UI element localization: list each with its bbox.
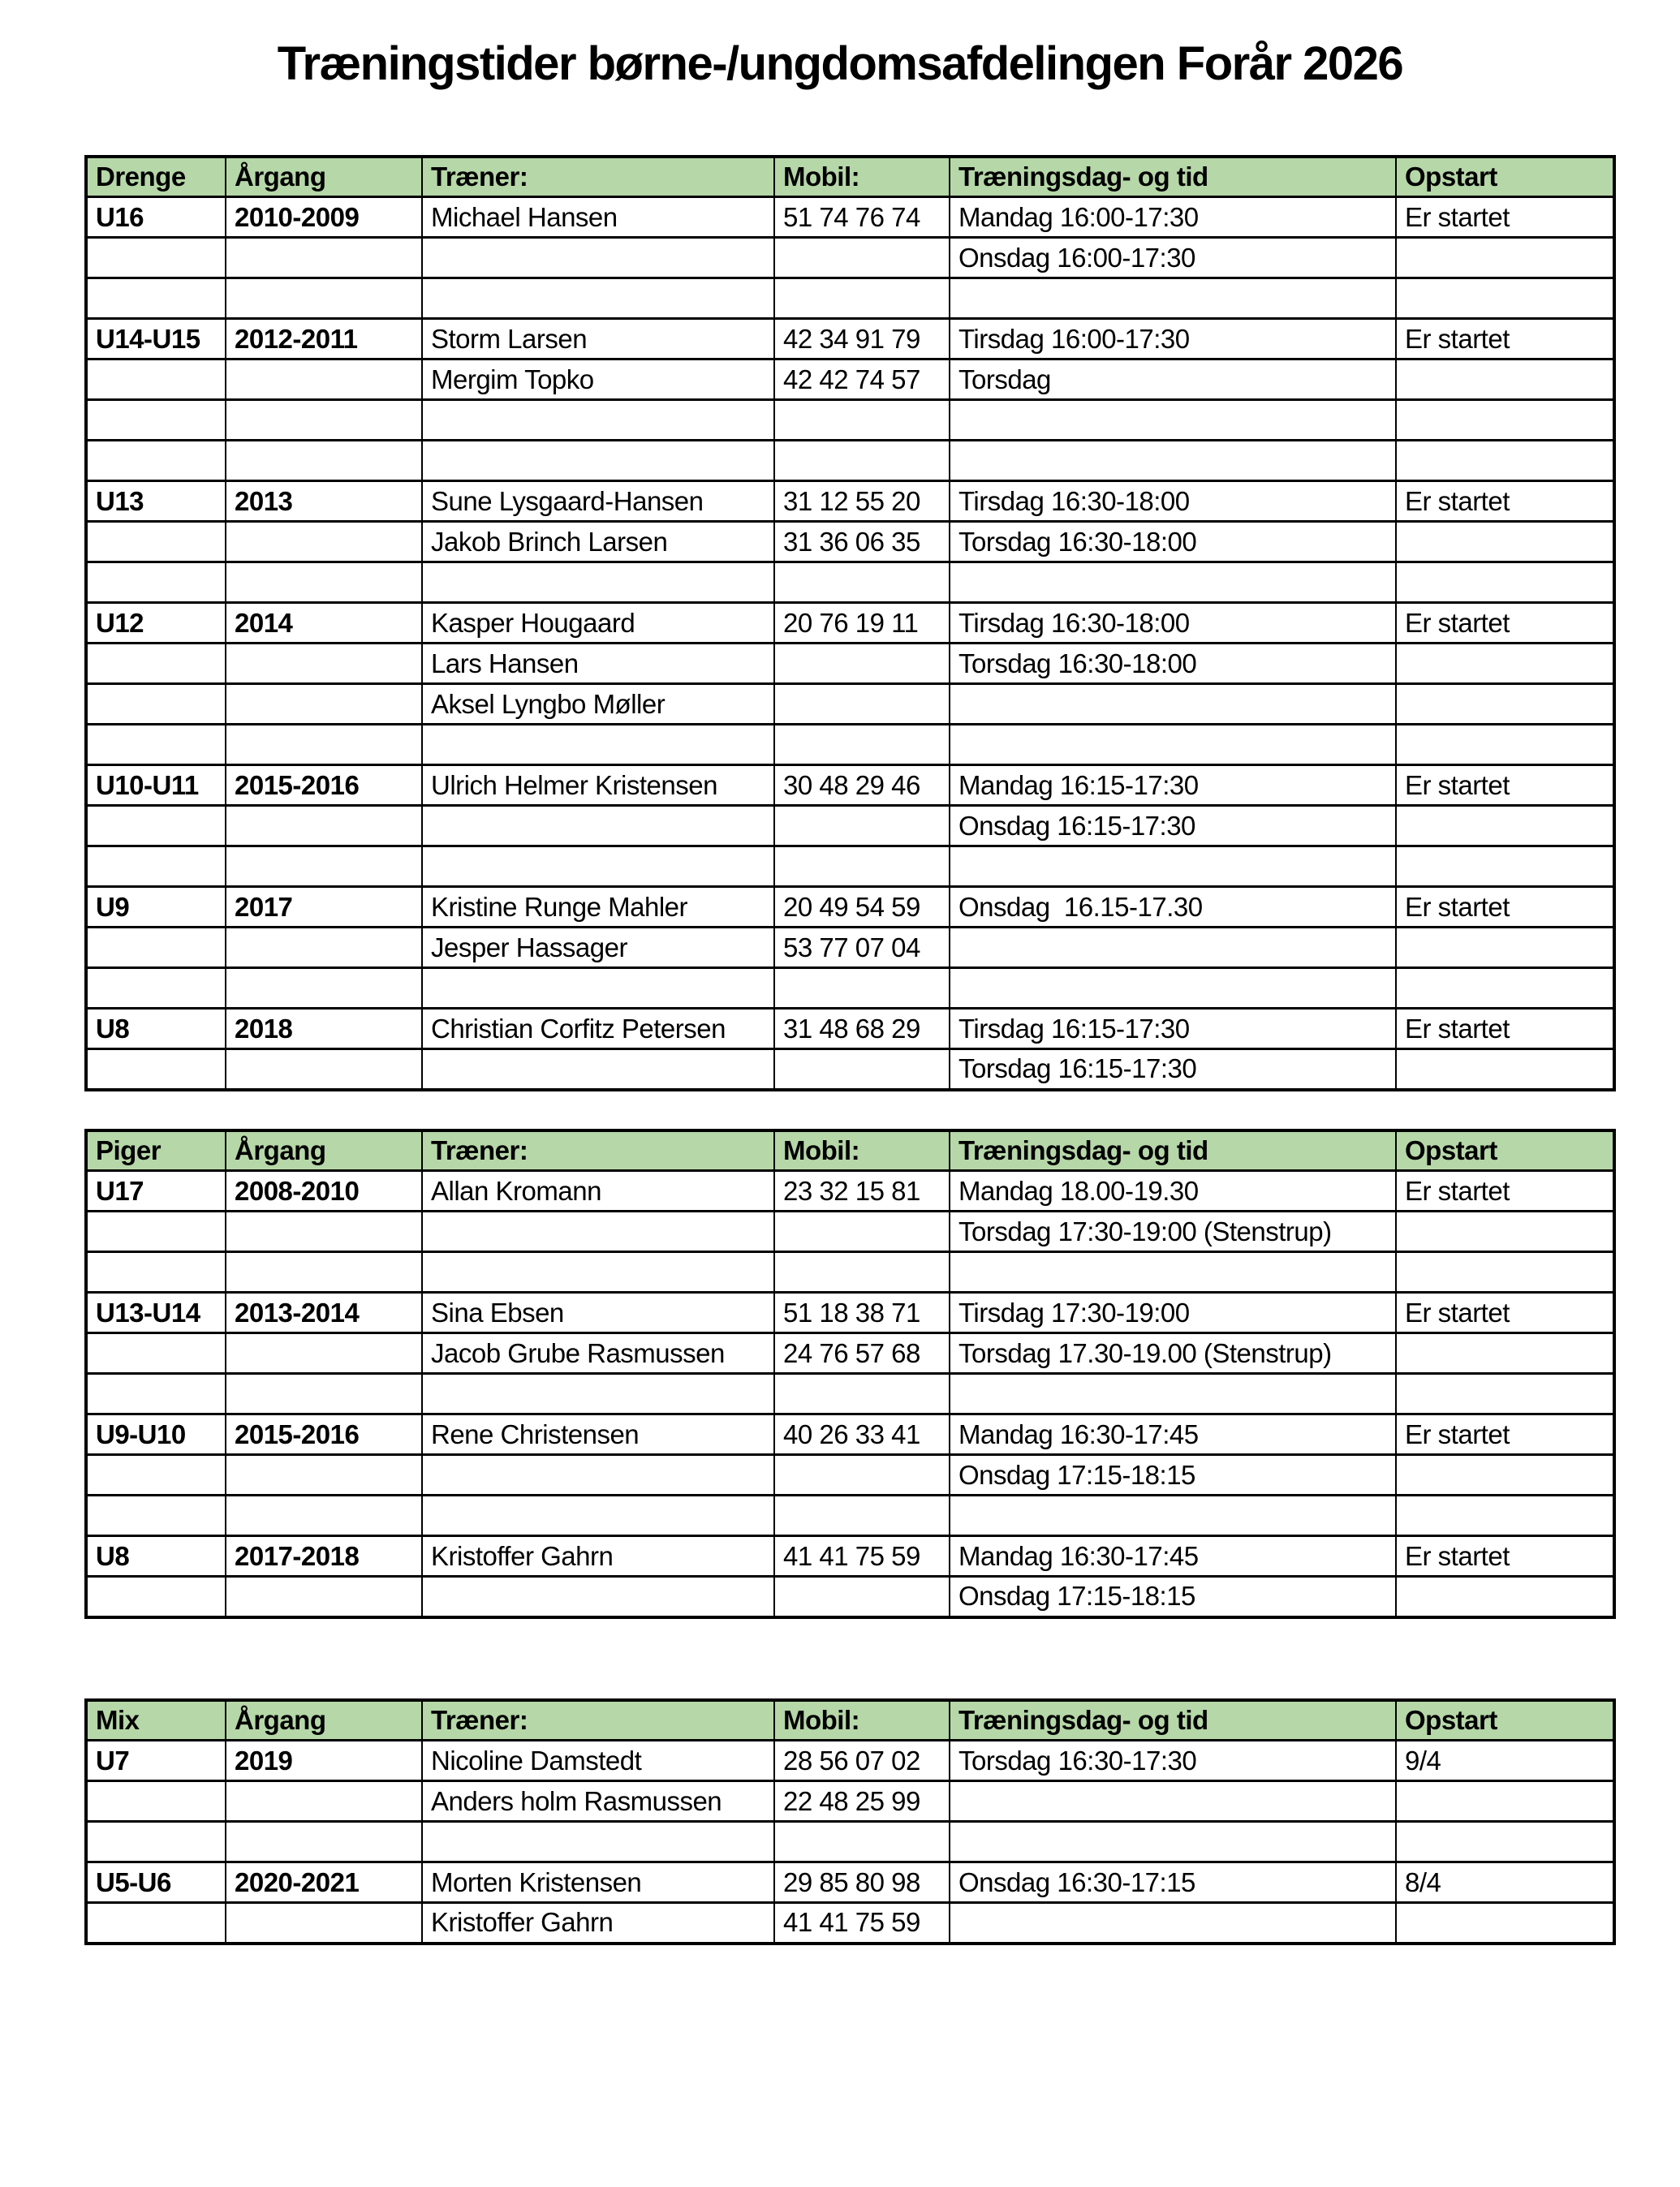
table-cell: U9-U10	[86, 1414, 226, 1455]
table-cell	[1396, 1822, 1614, 1862]
table-cell	[1396, 1212, 1614, 1252]
table-cell	[774, 441, 950, 481]
table-cell: 2017	[226, 887, 422, 928]
table-row	[86, 400, 1614, 441]
table-cell	[1396, 278, 1614, 319]
table-row	[86, 684, 1614, 725]
table-cell	[950, 441, 1396, 481]
table-cell	[86, 1781, 226, 1822]
table-cell	[1396, 968, 1614, 1009]
table-cell	[226, 1496, 422, 1536]
table-cell	[422, 806, 774, 846]
table-cell: 2008-2010	[226, 1171, 422, 1212]
table-cell	[774, 968, 950, 1009]
table-cell	[950, 1252, 1396, 1293]
table-row	[86, 806, 1614, 846]
table-cell	[86, 725, 226, 765]
table-cell	[1396, 644, 1614, 684]
table-cell	[774, 1212, 950, 1252]
table-cell	[86, 562, 226, 603]
table-cell: 29 85 80 98	[774, 1862, 950, 1903]
table-cell	[950, 400, 1396, 441]
table-cell: Sune Lysgaard-Hansen	[422, 481, 774, 522]
header-cell: Træningsdag- og tid	[950, 1700, 1396, 1741]
table-cell: U16	[86, 197, 226, 238]
table-row	[86, 1903, 1614, 1944]
table-cell	[1396, 441, 1614, 481]
table-cell: Torsdag	[950, 359, 1396, 400]
table-cell: Torsdag 16:30-17:30	[950, 1741, 1396, 1781]
table-cell	[86, 238, 226, 278]
table-cell	[86, 684, 226, 725]
table-cell	[226, 846, 422, 887]
table-cell	[950, 928, 1396, 968]
table-cell	[950, 562, 1396, 603]
header-cell: Opstart	[1396, 1700, 1614, 1741]
table-cell	[950, 1374, 1396, 1414]
table-cell: Mandag 18.00-19.30	[950, 1171, 1396, 1212]
table-cell: Jacob Grube Rasmussen	[422, 1333, 774, 1374]
header-row	[86, 1700, 1614, 1741]
table-cell: 51 74 76 74	[774, 197, 950, 238]
table-cell: U8	[86, 1536, 226, 1577]
table-row	[86, 846, 1614, 887]
table-cell	[1396, 1333, 1614, 1374]
table-cell: Er startet	[1396, 1414, 1614, 1455]
table-cell: Mandag 16:30-17:45	[950, 1414, 1396, 1455]
table-cell	[950, 1496, 1396, 1536]
table-cell	[226, 441, 422, 481]
table-cell	[774, 1822, 950, 1862]
table-cell	[86, 1049, 226, 1090]
header-cell: Træner:	[422, 1700, 774, 1741]
table-cell	[226, 928, 422, 968]
table-cell	[774, 562, 950, 603]
table-cell: Michael Hansen	[422, 197, 774, 238]
table-cell: 2018	[226, 1009, 422, 1049]
table-row	[86, 1333, 1614, 1374]
header-cell: Drenge	[86, 157, 226, 197]
table-cell: 22 48 25 99	[774, 1781, 950, 1822]
table-cell	[422, 846, 774, 887]
table-cell	[950, 684, 1396, 725]
table-row	[86, 1862, 1614, 1903]
table-cell: Er startet	[1396, 765, 1614, 806]
table-row	[86, 765, 1614, 806]
table-row	[86, 1049, 1614, 1090]
table-row	[86, 481, 1614, 522]
table-row	[86, 1374, 1614, 1414]
table-row	[86, 1009, 1614, 1049]
table-cell	[422, 400, 774, 441]
table-cell: Tirsdag 16:30-18:00	[950, 481, 1396, 522]
table-row	[86, 725, 1614, 765]
header-cell: Mix	[86, 1700, 226, 1741]
table-cell: Er startet	[1396, 887, 1614, 928]
header-cell: Træningsdag- og tid	[950, 1130, 1396, 1171]
header-cell: Piger	[86, 1130, 226, 1171]
header-cell: Opstart	[1396, 157, 1614, 197]
table-cell: 2010-2009	[226, 197, 422, 238]
table-cell	[86, 1903, 226, 1944]
table-cell	[226, 1252, 422, 1293]
table-cell	[86, 644, 226, 684]
table-row	[86, 1741, 1614, 1781]
header-cell: Opstart	[1396, 1130, 1614, 1171]
table-cell: Onsdag 16:00-17:30	[950, 238, 1396, 278]
table-cell	[422, 1822, 774, 1862]
table-cell	[1396, 806, 1614, 846]
table-cell	[226, 400, 422, 441]
table-cell	[86, 359, 226, 400]
table-cell	[86, 1577, 226, 1617]
table-cell	[422, 1374, 774, 1414]
table-cell	[226, 1212, 422, 1252]
table-cell	[226, 1577, 422, 1617]
table-cell	[226, 1822, 422, 1862]
table-cell: 2020-2021	[226, 1862, 422, 1903]
table-cell: 42 34 91 79	[774, 319, 950, 359]
table-cell: 2017-2018	[226, 1536, 422, 1577]
table-cell	[422, 1577, 774, 1617]
table-cell	[86, 968, 226, 1009]
table-cell	[226, 1781, 422, 1822]
table-cell	[774, 725, 950, 765]
table-row	[86, 1822, 1614, 1862]
table-cell	[774, 1374, 950, 1414]
table-cell	[86, 1252, 226, 1293]
table-cell	[1396, 725, 1614, 765]
table-row	[86, 522, 1614, 562]
table-cell	[422, 1212, 774, 1252]
table-row	[86, 197, 1614, 238]
table-row	[86, 887, 1614, 928]
table-cell: Tirsdag 16:00-17:30	[950, 319, 1396, 359]
table-cell	[422, 1496, 774, 1536]
table-cell: Kristine Runge Mahler	[422, 887, 774, 928]
header-cell: Årgang	[226, 1130, 422, 1171]
table-cell: Onsdag 16.15-17.30	[950, 887, 1396, 928]
table-cell: Jakob Brinch Larsen	[422, 522, 774, 562]
table-cell	[226, 1333, 422, 1374]
table-cell: 51 18 38 71	[774, 1293, 950, 1333]
table-cell	[86, 1333, 226, 1374]
table-cell	[1396, 1577, 1614, 1617]
table-cell: 2013	[226, 481, 422, 522]
table-cell: Christian Corfitz Petersen	[422, 1009, 774, 1049]
table-cell: Onsdag 16:30-17:15	[950, 1862, 1396, 1903]
table-cell: Er startet	[1396, 481, 1614, 522]
table-cell	[422, 968, 774, 1009]
table-cell: Mandag 16:15-17:30	[950, 765, 1396, 806]
table-cell: U9	[86, 887, 226, 928]
table-row	[86, 441, 1614, 481]
table-cell	[1396, 400, 1614, 441]
table-cell: U13-U14	[86, 1293, 226, 1333]
table-row	[86, 603, 1614, 644]
table-cell: 31 36 06 35	[774, 522, 950, 562]
table-cell	[86, 1212, 226, 1252]
table-cell	[1396, 359, 1614, 400]
table-cell	[226, 968, 422, 1009]
table-row	[86, 359, 1614, 400]
header-row	[86, 1130, 1614, 1171]
table-cell	[950, 1781, 1396, 1822]
table-gap	[0, 1091, 1680, 1129]
table-cell	[1396, 522, 1614, 562]
table-cell	[226, 684, 422, 725]
table-cell: 20 76 19 11	[774, 603, 950, 644]
table-cell: Torsdag 16:30-18:00	[950, 522, 1396, 562]
table-cell: 40 26 33 41	[774, 1414, 950, 1455]
table-cell	[86, 806, 226, 846]
table-cell	[422, 725, 774, 765]
table-cell: Onsdag 16:15-17:30	[950, 806, 1396, 846]
table-cell	[226, 1455, 422, 1496]
table-row	[86, 968, 1614, 1009]
table-cell	[422, 238, 774, 278]
table-cell	[226, 644, 422, 684]
table-cell: 2013-2014	[226, 1293, 422, 1333]
table-cell: 41 41 75 59	[774, 1903, 950, 1944]
table-cell	[950, 968, 1396, 1009]
table-cell: 20 49 54 59	[774, 887, 950, 928]
table-cell: Er startet	[1396, 197, 1614, 238]
table-cell	[1396, 1903, 1614, 1944]
table-row	[86, 1496, 1614, 1536]
table-cell	[950, 725, 1396, 765]
table-cell	[1396, 928, 1614, 968]
table-cell	[950, 278, 1396, 319]
table-row	[86, 1293, 1614, 1333]
table-cell	[774, 1496, 950, 1536]
table-cell	[86, 928, 226, 968]
table-cell: Nicoline Damstedt	[422, 1741, 774, 1781]
table-row	[86, 238, 1614, 278]
table-cell: 2019	[226, 1741, 422, 1781]
table-cell: 2015-2016	[226, 1414, 422, 1455]
table-row	[86, 1171, 1614, 1212]
table-cell	[86, 1455, 226, 1496]
header-cell: Mobil:	[774, 1130, 950, 1171]
table-cell	[226, 522, 422, 562]
table-cell	[1396, 1781, 1614, 1822]
table-cell	[86, 1822, 226, 1862]
table-cell: 2014	[226, 603, 422, 644]
table-row	[86, 319, 1614, 359]
table-cell: U10-U11	[86, 765, 226, 806]
table-cell: U12	[86, 603, 226, 644]
table-row	[86, 1212, 1614, 1252]
table-cell: 9/4	[1396, 1741, 1614, 1781]
header-cell: Træner:	[422, 1130, 774, 1171]
table-row	[86, 1577, 1614, 1617]
table-cell: Allan Kromann	[422, 1171, 774, 1212]
table-cell	[1396, 238, 1614, 278]
table-cell: 28 56 07 02	[774, 1741, 950, 1781]
table-cell: 42 42 74 57	[774, 359, 950, 400]
table-cell	[422, 562, 774, 603]
table-cell: 31 48 68 29	[774, 1009, 950, 1049]
table-row	[86, 1536, 1614, 1577]
table-cell	[774, 1455, 950, 1496]
table-cell	[774, 846, 950, 887]
table-cell: Morten Kristensen	[422, 1862, 774, 1903]
header-cell: Mobil:	[774, 1700, 950, 1741]
table-cell	[226, 1374, 422, 1414]
table-cell: Tirsdag 17:30-19:00	[950, 1293, 1396, 1333]
table-cell: 2015-2016	[226, 765, 422, 806]
table-cell	[422, 1049, 774, 1090]
header-row	[86, 157, 1614, 197]
table-cell	[1396, 1496, 1614, 1536]
table-cell: Kristoffer Gahrn	[422, 1536, 774, 1577]
table-cell	[950, 846, 1396, 887]
table-cell	[226, 278, 422, 319]
header-cell: Mobil:	[774, 157, 950, 197]
table-cell: U8	[86, 1009, 226, 1049]
table-cell: Ulrich Helmer Kristensen	[422, 765, 774, 806]
table-cell	[1396, 684, 1614, 725]
table-cell	[226, 238, 422, 278]
table-cell: Tirsdag 16:30-18:00	[950, 603, 1396, 644]
table-drenge	[84, 155, 1616, 1091]
table-cell	[86, 1496, 226, 1536]
table-cell	[86, 522, 226, 562]
table-cell: Mandag 16:30-17:45	[950, 1536, 1396, 1577]
table-cell: Jesper Hassager	[422, 928, 774, 968]
header-cell: Årgang	[226, 1700, 422, 1741]
table-cell: Onsdag 17:15-18:15	[950, 1577, 1396, 1617]
table-cell	[226, 1903, 422, 1944]
table-cell: 41 41 75 59	[774, 1536, 950, 1577]
table-cell: U7	[86, 1741, 226, 1781]
table-cell: U17	[86, 1171, 226, 1212]
schedule-page	[0, 37, 1680, 1945]
table-cell: 31 12 55 20	[774, 481, 950, 522]
table-cell: 53 77 07 04	[774, 928, 950, 968]
table-cell	[1396, 1049, 1614, 1090]
table-row	[86, 1781, 1614, 1822]
table-row	[86, 1252, 1614, 1293]
table-cell: U13	[86, 481, 226, 522]
table-mix	[84, 1698, 1616, 1945]
table-row	[86, 278, 1614, 319]
table-cell	[226, 725, 422, 765]
table-cell	[950, 1903, 1396, 1944]
table-cell	[422, 278, 774, 319]
table-cell: 30 48 29 46	[774, 765, 950, 806]
table-cell: Torsdag 17.30-19.00 (Stenstrup)	[950, 1333, 1396, 1374]
table-cell: Torsdag 17:30-19:00 (Stenstrup)	[950, 1212, 1396, 1252]
table-cell: 23 32 15 81	[774, 1171, 950, 1212]
table-cell: Rene Christensen	[422, 1414, 774, 1455]
table-piger	[84, 1129, 1616, 1619]
table-cell	[226, 562, 422, 603]
table-cell	[774, 1049, 950, 1090]
table-cell: Anders holm Rasmussen	[422, 1781, 774, 1822]
table-cell	[422, 441, 774, 481]
table-row	[86, 562, 1614, 603]
table-cell: Storm Larsen	[422, 319, 774, 359]
table-cell	[774, 400, 950, 441]
table-cell: Kristoffer Gahrn	[422, 1903, 774, 1944]
header-cell: Træner:	[422, 157, 774, 197]
table-cell	[774, 278, 950, 319]
table-cell: Mergim Topko	[422, 359, 774, 400]
table-cell: Er startet	[1396, 1536, 1614, 1577]
table-cell	[1396, 1374, 1614, 1414]
table-cell: Er startet	[1396, 1009, 1614, 1049]
table-cell: Tirsdag 16:15-17:30	[950, 1009, 1396, 1049]
table-cell	[86, 1374, 226, 1414]
header-cell: Træningsdag- og tid	[950, 157, 1396, 197]
page-title: Træningstider børne-/ungdomsafdelingen Forår 2026	[277, 37, 1403, 90]
table-cell	[774, 806, 950, 846]
table-cell	[774, 1577, 950, 1617]
table-cell: 8/4	[1396, 1862, 1614, 1903]
table-cell	[1396, 1252, 1614, 1293]
table-cell: Er startet	[1396, 603, 1614, 644]
table-cell: Er startet	[1396, 1171, 1614, 1212]
table-cell: Lars Hansen	[422, 644, 774, 684]
table-cell	[1396, 1455, 1614, 1496]
table-cell	[1396, 562, 1614, 603]
table-row	[86, 1414, 1614, 1455]
table-cell: Er startet	[1396, 1293, 1614, 1333]
table-cell: Kasper Hougaard	[422, 603, 774, 644]
table-row	[86, 644, 1614, 684]
table-cell: Mandag 16:00-17:30	[950, 197, 1396, 238]
table-cell: U14-U15	[86, 319, 226, 359]
table-cell	[774, 1252, 950, 1293]
table-cell	[422, 1455, 774, 1496]
table-cell	[86, 278, 226, 319]
table-cell: Torsdag 16:15-17:30	[950, 1049, 1396, 1090]
table-cell	[86, 400, 226, 441]
table-cell	[86, 441, 226, 481]
table-cell	[226, 1049, 422, 1090]
table-cell	[226, 359, 422, 400]
table-cell: 2012-2011	[226, 319, 422, 359]
table-cell: Aksel Lyngbo Møller	[422, 684, 774, 725]
table-cell	[774, 684, 950, 725]
table-cell	[950, 1822, 1396, 1862]
header-cell: Årgang	[226, 157, 422, 197]
table-row	[86, 1455, 1614, 1496]
table-cell	[1396, 846, 1614, 887]
table-cell: Onsdag 17:15-18:15	[950, 1455, 1396, 1496]
table-cell	[774, 644, 950, 684]
table-cell	[86, 846, 226, 887]
table-cell: 24 76 57 68	[774, 1333, 950, 1374]
table-gap	[0, 1619, 1680, 1698]
table-cell: U5-U6	[86, 1862, 226, 1903]
table-cell: Er startet	[1396, 319, 1614, 359]
table-row	[86, 928, 1614, 968]
table-cell: Torsdag 16:30-18:00	[950, 644, 1396, 684]
table-cell	[422, 1252, 774, 1293]
table-cell	[774, 238, 950, 278]
table-cell: Sina Ebsen	[422, 1293, 774, 1333]
table-cell	[226, 806, 422, 846]
